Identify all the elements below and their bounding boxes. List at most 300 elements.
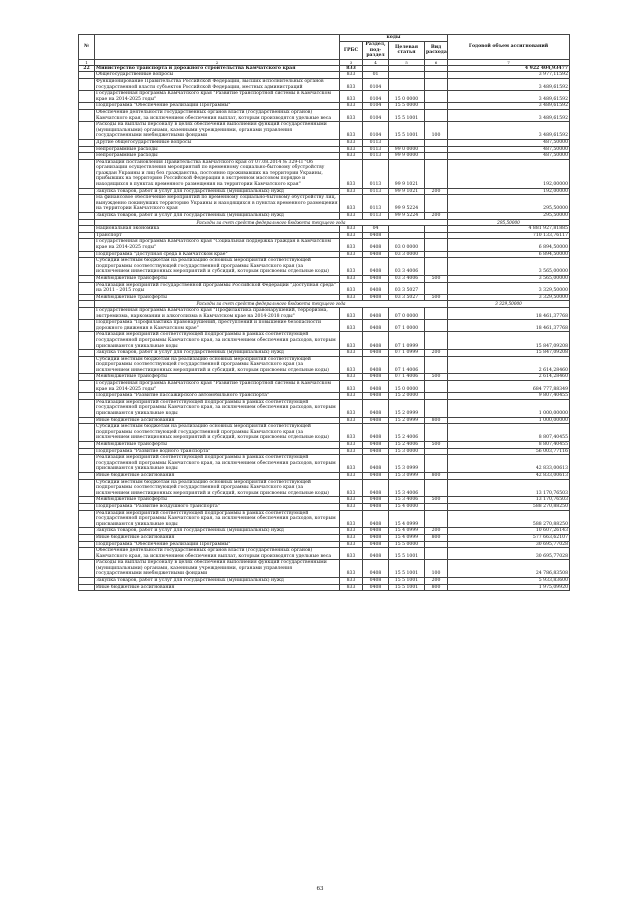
target-cell: 07 0 0000 xyxy=(389,307,425,319)
table-row xyxy=(79,578,570,585)
table-row xyxy=(79,251,570,258)
razdel-cell: 0408 xyxy=(363,424,389,442)
table-row xyxy=(79,275,570,282)
number-cell xyxy=(79,294,95,301)
vid-cell: 200 xyxy=(425,213,448,220)
razdel-cell: 0113 xyxy=(363,159,389,188)
amount-cell: 13 170,76503 xyxy=(448,497,570,504)
name-cell: Государственная программа Камчатского края "Социальная поддержка граждан в Камчатском крае на 2014-2025 годы" xyxy=(95,239,340,251)
razdel-cell: 0408 xyxy=(363,239,389,251)
razdel-cell xyxy=(363,65,389,72)
target-cell: 03 3 4006 xyxy=(389,258,425,276)
razdel-cell: 0408 xyxy=(363,578,389,585)
target-cell: 07 1 0999 xyxy=(389,350,425,357)
razdel-cell: 0113 xyxy=(363,195,389,213)
number-cell xyxy=(79,374,95,381)
number-cell xyxy=(79,159,95,188)
header-name xyxy=(95,35,340,60)
target-cell: 15 3 0999 xyxy=(389,472,425,479)
table-row xyxy=(79,393,570,400)
grbs-cell: 833 xyxy=(340,332,363,350)
grbs-cell: 833 xyxy=(340,417,363,424)
razdel-cell: 0408 xyxy=(363,541,389,548)
table-row xyxy=(79,374,570,381)
vid-cell: 800 xyxy=(425,534,448,541)
amount-cell: 3 565,00000 xyxy=(448,258,570,276)
table-row xyxy=(79,448,570,455)
grbs-cell: 833 xyxy=(340,448,363,455)
colnum: 7 xyxy=(448,59,570,65)
razdel-cell: 0408 xyxy=(363,560,389,578)
target-cell: 15 2 0999 xyxy=(389,399,425,417)
amount-cell: 487,50000 xyxy=(448,146,570,153)
name-cell: Непрограммные расходы xyxy=(95,146,340,153)
grbs-cell: 833 xyxy=(340,122,363,140)
vid-cell: 500 xyxy=(425,442,448,449)
number-cell xyxy=(79,91,95,103)
colnum: 4 xyxy=(363,59,389,65)
vid-cell: 200 xyxy=(425,350,448,357)
table-row xyxy=(79,146,570,153)
razdel-cell: 0408 xyxy=(363,356,389,374)
target-cell: 15 3 0000 xyxy=(389,448,425,455)
table-row xyxy=(79,479,570,497)
vid-cell xyxy=(425,455,448,473)
grbs-cell: 833 xyxy=(340,307,363,319)
number-cell xyxy=(79,560,95,578)
number-cell xyxy=(79,479,95,497)
table-row xyxy=(79,109,570,121)
razdel-cell: 0104 xyxy=(363,78,389,90)
header-codes: коды xyxy=(340,35,448,42)
amount-cell: 1 975,09920 xyxy=(448,584,570,591)
table-row xyxy=(79,226,570,233)
number-cell xyxy=(79,226,95,233)
vid-cell: 200 xyxy=(425,578,448,585)
table-row xyxy=(79,282,570,294)
amount-cell: 3 565,00000 xyxy=(448,275,570,282)
amount-cell: 295,50000 xyxy=(448,219,570,226)
target-cell: 15 4 0999 xyxy=(389,510,425,528)
header-number: № xyxy=(79,35,95,60)
name-cell: Другие общегосударственные вопросы xyxy=(95,139,340,146)
number-cell xyxy=(79,442,95,449)
grbs-cell: 833 xyxy=(340,159,363,188)
number-cell xyxy=(79,455,95,473)
table-row xyxy=(79,510,570,528)
name-cell: Иные бюджетные ассигнования xyxy=(95,417,340,424)
table-row xyxy=(79,258,570,276)
target-cell: 15 4 0000 xyxy=(389,503,425,510)
amount-cell: 3 489,61592 xyxy=(448,109,570,121)
target-cell xyxy=(389,232,425,239)
number-cell xyxy=(79,448,95,455)
table-row xyxy=(79,417,570,424)
target-cell: 15 5 1001 xyxy=(389,578,425,585)
colnum: 2 xyxy=(95,59,340,65)
vid-cell xyxy=(425,282,448,294)
amount-cell: 295,50000 xyxy=(448,195,570,213)
number-cell xyxy=(79,399,95,417)
amount-cell: 3 329,50000 xyxy=(448,282,570,294)
table-row xyxy=(79,424,570,442)
target-cell: 99 9 0000 xyxy=(389,153,425,160)
name-cell: Подпрограмма "Развитие водного транспорта" xyxy=(95,448,340,455)
razdel-cell: 0408 xyxy=(363,251,389,258)
table-row xyxy=(79,560,570,578)
grbs-cell: 833 xyxy=(340,153,363,160)
grbs-cell: 833 xyxy=(340,479,363,497)
target-cell: 99 9 5224 xyxy=(389,213,425,220)
vid-cell: 500 xyxy=(425,497,448,504)
vid-cell xyxy=(425,109,448,121)
table-row xyxy=(79,72,570,79)
amount-cell: 577 663,62107 xyxy=(448,534,570,541)
amount-cell: 42 833,00613 xyxy=(448,455,570,473)
target-cell: 15 4 0999 xyxy=(389,534,425,541)
table-row xyxy=(79,78,570,90)
grbs-cell: 833 xyxy=(340,195,363,213)
target-cell: 99 9 1021 xyxy=(389,159,425,188)
name-cell: Транспорт xyxy=(95,232,340,239)
target-cell: 07 1 4006 xyxy=(389,374,425,381)
target-cell xyxy=(389,65,425,72)
number-cell: 22 xyxy=(79,65,95,72)
target-cell: 03 3 4006 xyxy=(389,275,425,282)
target-cell: 15 5 0000 xyxy=(389,103,425,110)
number-cell xyxy=(79,109,95,121)
table-row xyxy=(79,294,570,301)
name-cell: Обеспечение деятельности государственных органов власти (государственных органов) Камчатского края, за исключением обеспечения выплат, которым производятся удельные веса xyxy=(95,548,340,560)
grbs-cell: 833 xyxy=(340,188,363,195)
name-cell: Субсидии местным бюджетам на реализацию основных мероприятий соответствующей подпрограммы соответствующей государственной программы Камчатского края (за исключением инвестиционных мероприятий и субсидий, которым присвоены отдельные коды) xyxy=(95,479,340,497)
name-cell: Государственная программа Камчатского края "Профилактика правонарушений, терроризма, экстремизма, наркомании и алкоголизма в Камчатском крае на 2014-2018 годы" xyxy=(95,307,340,319)
target-cell: 15 3 4006 xyxy=(389,479,425,497)
table-row xyxy=(79,584,570,591)
budget-table-sheet xyxy=(78,34,569,591)
table-row xyxy=(79,195,570,213)
razdel-cell: 0408 xyxy=(363,374,389,381)
colnum: 6 xyxy=(425,59,448,65)
name-cell: Расходы на выплаты персоналу в целях обеспечения выполнения функций государственными (муниципальными) органами, казенными учреждениями, органами управления государственными внебюджетными фондами xyxy=(95,560,340,578)
amount-cell: 487,50000 xyxy=(448,139,570,146)
vid-cell xyxy=(425,103,448,110)
table-row xyxy=(79,455,570,473)
table-row xyxy=(79,239,570,251)
number-cell xyxy=(79,332,95,350)
name-cell: Субсидии местным бюджетам на реализацию основных мероприятий соответствующей подпрограммы соответствующей государственной программы Камчатского края (за исключением инвестиционных мероприятий и субсидий, которым присвоены отдельные коды) xyxy=(95,356,340,374)
table-row xyxy=(79,91,570,103)
vid-cell xyxy=(425,65,448,72)
amount-cell: 2 614,28460 xyxy=(448,374,570,381)
target-cell: 15 2 4006 xyxy=(389,424,425,442)
name-cell: Реализация мероприятий соответствующей подпрограммы в рамках соответствующей государственной программы Камчатского края, за исключением обеспечения расходов, которым присваиваются уникальные коды xyxy=(95,332,340,350)
razdel-cell: 0408 xyxy=(363,320,389,332)
amount-cell: 18 461,37768 xyxy=(448,307,570,319)
amount-cell: 15 847,09208 xyxy=(448,332,570,350)
grbs-cell: 833 xyxy=(340,213,363,220)
name-cell: Реализация мероприятий соответствующей подпрограммы в рамках соответствующей государственной программы Камчатского края, за исключением обеспечения расходов, которым присваиваются уникальные коды xyxy=(95,510,340,528)
number-cell xyxy=(79,548,95,560)
vid-cell xyxy=(425,146,448,153)
table-row xyxy=(79,65,570,72)
table-row xyxy=(79,139,570,146)
name-cell: Иные бюджетные ассигнования xyxy=(95,584,340,591)
target-cell: 07 1 0999 xyxy=(389,332,425,350)
name-cell: Общегосударственные вопросы xyxy=(95,72,340,79)
grbs-cell: 833 xyxy=(340,251,363,258)
vid-cell xyxy=(425,159,448,188)
grbs-cell: 833 xyxy=(340,472,363,479)
razdel-cell: 0408 xyxy=(363,455,389,473)
razdel-cell: 0408 xyxy=(363,442,389,449)
razdel-cell: 0408 xyxy=(363,503,389,510)
vid-cell xyxy=(425,424,448,442)
razdel-cell: 0104 xyxy=(363,109,389,121)
vid-cell xyxy=(425,226,448,233)
vid-cell xyxy=(425,479,448,497)
number-cell xyxy=(79,72,95,79)
razdel-cell: 0408 xyxy=(363,232,389,239)
grbs-cell: 833 xyxy=(340,393,363,400)
vid-cell: 500 xyxy=(425,374,448,381)
name-cell: Расходы на выплаты персоналу в целях обеспечения выполнения функций государственными (муниципальными) органами, казенными учреждениями, органами управления государственными внебюджетными фондами xyxy=(95,122,340,140)
name-cell: Закупка товаров, работ и услуг для государственных (муниципальных) нужд xyxy=(95,188,340,195)
name-cell: Межбюджетные трансферты xyxy=(95,497,340,504)
table-row xyxy=(79,381,570,393)
name-cell: Закупка товаров, работ и услуг для государственных (муниципальных) нужд xyxy=(95,578,340,585)
razdel-cell: 0408 xyxy=(363,510,389,528)
amount-cell: 30 695,77028 xyxy=(448,548,570,560)
table-row xyxy=(79,528,570,535)
name-cell: Закупка товаров, работ и услуг для государственных (муниципальных) нужд xyxy=(95,350,340,357)
table-row xyxy=(79,122,570,140)
grbs-cell: 833 xyxy=(340,455,363,473)
number-cell xyxy=(79,188,95,195)
name-cell: Обеспечение деятельности государственных органов власти (государственных органов) Камчатского края, за исключением обеспечения выплат, которым производятся удельные веса xyxy=(95,109,340,121)
grbs-cell: 833 xyxy=(340,282,363,294)
target-cell: 15 2 0000 xyxy=(389,393,425,400)
number-cell xyxy=(79,424,95,442)
amount-cell: 295,50000 xyxy=(448,213,570,220)
razdel-cell: 0113 xyxy=(363,146,389,153)
name-cell: Национальная экономика xyxy=(95,226,340,233)
amount-cell: 5 933,83600 xyxy=(448,578,570,585)
vid-cell xyxy=(425,356,448,374)
number-cell xyxy=(79,282,95,294)
name-cell: Закупка товаров, работ и услуг для государственных (муниципальных) нужд xyxy=(95,528,340,535)
grbs-cell: 833 xyxy=(340,424,363,442)
number-cell xyxy=(79,239,95,251)
target-cell: 03 3 5027 xyxy=(389,294,425,301)
vid-cell xyxy=(425,399,448,417)
grbs-cell: 833 xyxy=(340,560,363,578)
razdel-cell: 0408 xyxy=(363,417,389,424)
grbs-cell: 833 xyxy=(340,275,363,282)
vid-cell: 100 xyxy=(425,122,448,140)
razdel-cell: 0113 xyxy=(363,153,389,160)
razdel-cell: 0408 xyxy=(363,479,389,497)
table-row xyxy=(79,232,570,239)
target-cell: 03 3 0000 xyxy=(389,251,425,258)
vid-cell: 500 xyxy=(425,294,448,301)
number-cell xyxy=(79,320,95,332)
grbs-cell: 833 xyxy=(340,109,363,121)
grbs-cell: 833 xyxy=(340,72,363,79)
razdel-cell: 0408 xyxy=(363,528,389,535)
name-cell: Подпрограмма "Доступная среда в Камчатском крае" xyxy=(95,251,340,258)
amount-cell: 3 329,50000 xyxy=(448,301,570,308)
target-cell: 15 5 1001 xyxy=(389,548,425,560)
grbs-cell: 833 xyxy=(340,503,363,510)
table-row xyxy=(79,307,570,319)
razdel-cell: 0408 xyxy=(363,548,389,560)
razdel-cell: 0408 xyxy=(363,393,389,400)
amount-cell: 3 329,50000 xyxy=(448,294,570,301)
vid-cell xyxy=(425,91,448,103)
header-razdel: Раздел, под-раздел xyxy=(363,42,389,60)
name-cell: Подпрограмма "Профилактика правонарушений, преступлений и повышение безопасности дорожного движения в Камчатском крае" xyxy=(95,320,340,332)
target-cell xyxy=(389,78,425,90)
table-body xyxy=(79,65,570,590)
razdel-cell: 0113 xyxy=(363,213,389,220)
grbs-cell: 833 xyxy=(340,528,363,535)
number-cell xyxy=(79,195,95,213)
number-cell xyxy=(79,393,95,400)
name-cell: Межбюджетные трансферты xyxy=(95,294,340,301)
number-cell xyxy=(79,258,95,276)
number-cell xyxy=(79,534,95,541)
target-cell: 07 1 0000 xyxy=(389,320,425,332)
target-cell: 07 1 4006 xyxy=(389,356,425,374)
target-cell: 15 2 4006 xyxy=(389,442,425,449)
vid-cell xyxy=(425,251,448,258)
number-cell xyxy=(79,381,95,393)
table-row xyxy=(79,103,570,110)
vid-cell: 200 xyxy=(425,188,448,195)
number-cell xyxy=(79,103,95,110)
colnum: 5 xyxy=(389,59,425,65)
amount-cell: 487,50000 xyxy=(448,153,570,160)
amount-cell: 18 461,37768 xyxy=(448,320,570,332)
amount-cell: 4 922 404,93477 xyxy=(448,65,570,72)
vid-cell xyxy=(425,320,448,332)
grbs-cell: 833 xyxy=(340,497,363,504)
number-cell xyxy=(79,307,95,319)
note-row xyxy=(79,219,570,226)
number-cell xyxy=(79,251,95,258)
table-row xyxy=(79,497,570,504)
number-cell xyxy=(79,472,95,479)
table-row xyxy=(79,153,570,160)
number-cell xyxy=(79,139,95,146)
target-cell: 15 2 0999 xyxy=(389,417,425,424)
number-cell xyxy=(79,584,95,591)
name-cell: На финансовое обеспечение мероприятий по временному социально-бытовому обустройству лиц, вынужденно покинувших территорию Украины и находящихся в пунктах временного размещения на территории Камчатского края xyxy=(96,195,338,212)
target-cell: 15 5 1001 xyxy=(389,122,425,140)
razdel-cell: 01 xyxy=(363,72,389,79)
target-cell xyxy=(389,139,425,146)
note-text-cell: Расходы за счет средств федерального бюджета текущего года xyxy=(95,219,448,226)
number-cell xyxy=(79,578,95,585)
amount-cell: 588 270,88250 xyxy=(448,510,570,528)
razdel-cell: 0408 xyxy=(363,399,389,417)
target-cell: 15 5 1001 xyxy=(389,109,425,121)
vid-cell xyxy=(425,541,448,548)
table-row xyxy=(79,320,570,332)
amount-cell: 192,00000 xyxy=(448,188,570,195)
name-cell: Субсидии местным бюджетам на реализацию основных мероприятий соответствующей подпрограммы соответствующей государственной программы Камчатского края (за исключением инвестиционных мероприятий и субсидий, которым присвоены отдельные коды) xyxy=(95,424,340,442)
amount-cell: 192,00000 xyxy=(448,159,570,188)
number-cell xyxy=(79,232,95,239)
table-row xyxy=(79,332,570,350)
vid-cell xyxy=(425,153,448,160)
target-cell: 15 0 0000 xyxy=(389,91,425,103)
vid-cell: 100 xyxy=(425,560,448,578)
amount-cell: 3 489,61592 xyxy=(448,122,570,140)
grbs-cell: 833 xyxy=(340,374,363,381)
name-cell: Непрограммные расходы xyxy=(95,153,340,160)
target-cell: 03 0 0000 xyxy=(389,239,425,251)
amount-cell: 3 489,61592 xyxy=(448,103,570,110)
number-cell xyxy=(79,541,95,548)
grbs-cell: 833 xyxy=(340,146,363,153)
name-cell: Закупка товаров, работ и услуг для государственных (муниципальных) нужд xyxy=(95,213,340,220)
target-cell: 15 4 0999 xyxy=(389,528,425,535)
budget-table xyxy=(78,34,570,591)
vid-cell xyxy=(425,393,448,400)
name-cell: Межбюджетные трансферты xyxy=(95,374,340,381)
table-row xyxy=(79,213,570,220)
amount-cell: 3 489,61592 xyxy=(448,91,570,103)
header-amount: Годовой объем ассигнований xyxy=(448,35,570,60)
razdel-cell: 0408 xyxy=(363,307,389,319)
amount-cell: 6 894,50000 xyxy=(448,239,570,251)
header-target: Целевая статья xyxy=(389,42,425,60)
vid-cell xyxy=(425,239,448,251)
grbs-cell: 833 xyxy=(340,239,363,251)
amount-cell: 8 807,40455 xyxy=(448,424,570,442)
target-cell: 15 3 4006 xyxy=(389,497,425,504)
name-cell: Реализация постановления Правительства Камчатского края от 07.08.2014 № 329-П "Об организации осуществления мероприятий по временному социально-бытовому обустройству граждан Украины и лиц без гражданства, постоянно проживавших на территории Украины, прибывших на территорию Российской Федерации в экстренном массовом порядке и находящихся в пунктах временного размещения на территории Камчатского края" xyxy=(95,159,340,188)
grbs-cell: 833 xyxy=(340,381,363,393)
amount-cell: 2 614,28460 xyxy=(448,356,570,374)
colnum: 1 xyxy=(79,59,95,65)
vid-cell: 800 xyxy=(425,584,448,591)
grbs-cell: 833 xyxy=(340,103,363,110)
grbs-cell: 833 xyxy=(340,232,363,239)
table-row xyxy=(79,399,570,417)
razdel-cell: 0113 xyxy=(363,188,389,195)
amount-cell: 1 000,00000 xyxy=(448,399,570,417)
vid-cell xyxy=(425,307,448,319)
table-row xyxy=(79,188,570,195)
razdel-cell: 0408 xyxy=(363,275,389,282)
vid-cell: 200 xyxy=(425,528,448,535)
grbs-cell: 833 xyxy=(340,320,363,332)
name-cell: Подпрограмма "Развитие воздушного транспорта" xyxy=(95,503,340,510)
table-row xyxy=(79,356,570,374)
table-row xyxy=(79,503,570,510)
name-cell: Реализация мероприятий государственной программы Российской Федерации "Доступная среда" на 2011 - 2015 годы xyxy=(95,282,340,294)
number-cell xyxy=(79,301,95,308)
number-cell xyxy=(79,153,95,160)
name-cell: Подпрограмма "Развитие пассажирского автомобильного транспорта" xyxy=(95,393,340,400)
target-cell: 15 5 0000 xyxy=(389,541,425,548)
vid-cell xyxy=(425,258,448,276)
razdel-cell: 0408 xyxy=(363,472,389,479)
amount-cell: 4 881 927,81885 xyxy=(448,226,570,233)
